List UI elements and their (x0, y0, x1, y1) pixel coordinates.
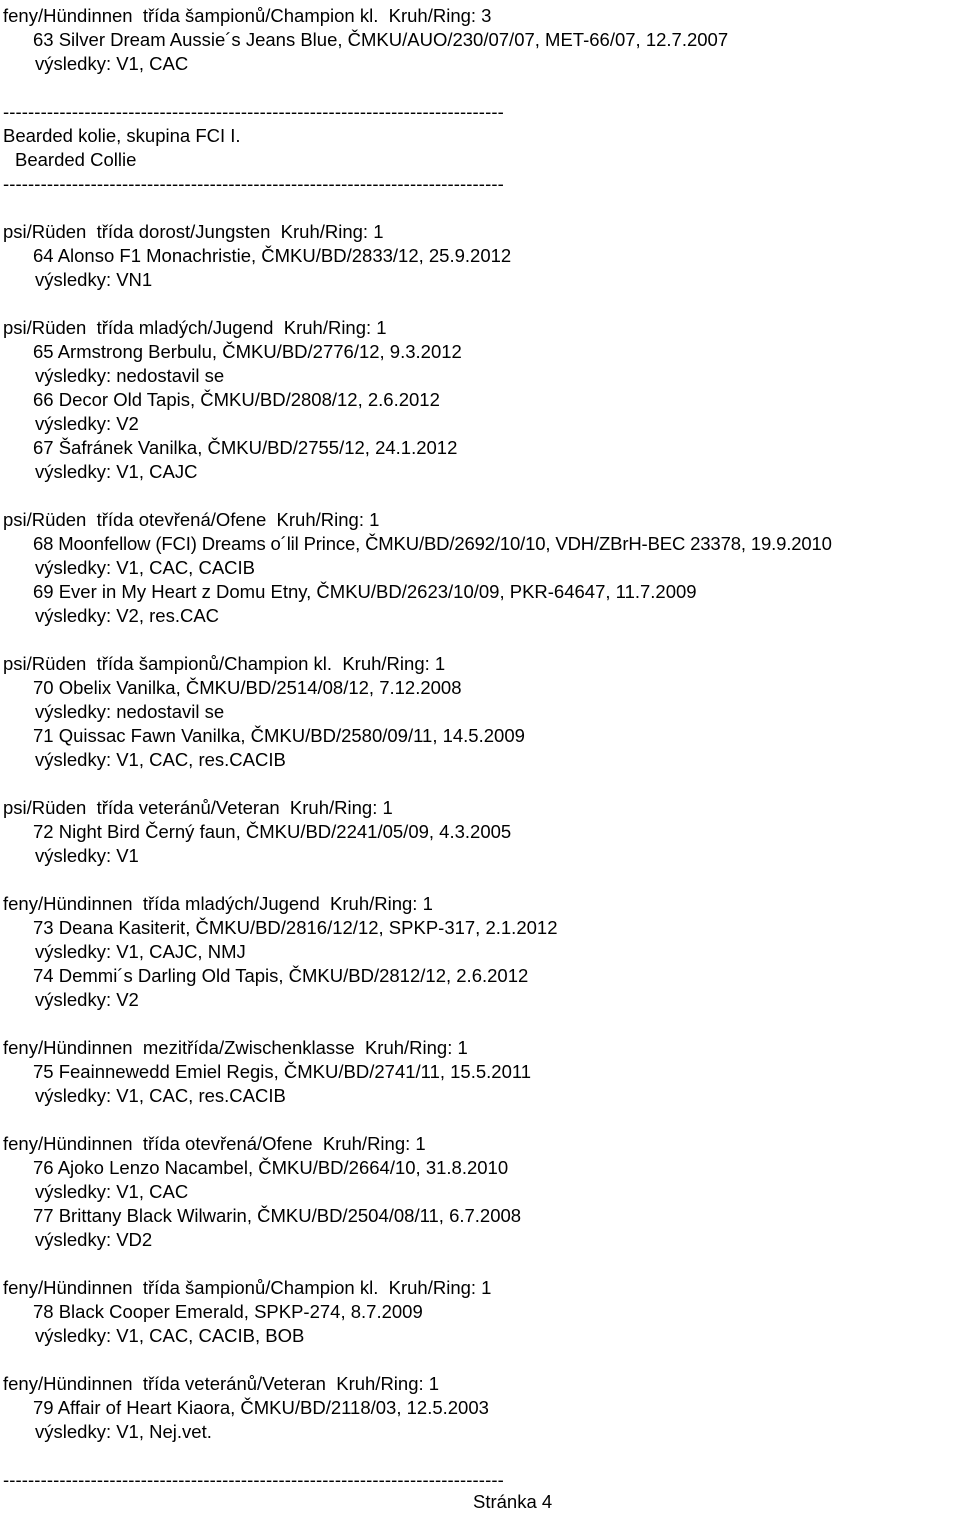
result-line: výsledky: V1, CAC (35, 1181, 189, 1202)
dog-entry: 64 Alonso F1 Monachristie, ČMKU/BD/2833/12, 25.9.2012 (33, 245, 512, 266)
dog-entry: 73 Deana Kasiterit, ČMKU/BD/2816/12/12, SPKP-317, 2.1.2012 (33, 917, 558, 938)
result-line: výsledky: VD2 (35, 1229, 153, 1250)
breed-group: Bearded kolie, skupina FCI I. (3, 125, 241, 146)
page-number: Stránka 4 (473, 1491, 553, 1512)
separator-line: -------------------------------------------------------------------------------- (3, 101, 504, 122)
result-line: výsledky: V1, Nej.vet. (35, 1421, 212, 1442)
result-line: výsledky: VN1 (35, 269, 153, 290)
dog-entry: 74 Demmi´s Darling Old Tapis, ČMKU/BD/2812/12, 2.6.2012 (33, 965, 529, 986)
class-header: psi/Rüden třída šampionů/Champion kl. Kruh/Ring: 1 (3, 653, 446, 674)
class-header: feny/Hündinnen mezitřída/Zwischenklasse Kruh/Ring: 1 (3, 1037, 468, 1058)
dog-entry: 67 Šafránek Vanilka, ČMKU/BD/2755/12, 24.1.2012 (33, 437, 458, 458)
class-header: psi/Rüden třída veteránů/Veteran Kruh/Ring: 1 (3, 797, 393, 818)
result-line: výsledky: V1, CAC, res.CACIB (35, 749, 286, 770)
result-line: výsledky: V1, CAC (35, 53, 189, 74)
result-line: výsledky: V1, CAC, CACIB (35, 557, 256, 578)
dog-entry: 65 Armstrong Berbulu, ČMKU/BD/2776/12, 9.3.2012 (33, 341, 462, 362)
class-header: feny/Hündinnen třída veteránů/Veteran Kruh/Ring: 1 (3, 1373, 440, 1394)
class-header: psi/Rüden třída otevřená/Ofene Kruh/Ring: 1 (3, 509, 380, 530)
catalog-page (3, 4, 958, 1492)
result-line: výsledky: V1, CAC, CACIB, BOB (35, 1325, 305, 1346)
separator-line: -------------------------------------------------------------------------------- (3, 1469, 504, 1490)
dog-entry: 63 Silver Dream Aussie´s Jeans Blue, ČMKU/AUO/230/07/07, MET-66/07, 12.7.2007 (33, 29, 729, 50)
dog-entry: 66 Decor Old Tapis, ČMKU/BD/2808/12, 2.6.2012 (33, 389, 440, 410)
class-header: psi/Rüden třída dorost/Jungsten Kruh/Ring: 1 (3, 221, 384, 242)
result-line: výsledky: V2, res.CAC (35, 605, 220, 626)
separator-line: -------------------------------------------------------------------------------- (3, 173, 504, 194)
class-header: feny/Hündinnen třída otevřená/Ofene Kruh/Ring: 1 (3, 1133, 426, 1154)
breed-name: Bearded Collie (15, 149, 137, 170)
result-line: výsledky: V1, CAJC (35, 461, 198, 482)
dog-entry: 69 Ever in My Heart z Domu Etny, ČMKU/BD/2623/10/09, PKR-64647, 11.7.2009 (33, 581, 697, 602)
dog-entry: 75 Feainnewedd Emiel Regis, ČMKU/BD/2741/11, 15.5.2011 (33, 1061, 532, 1082)
dog-entry: 70 Obelix Vanilka, ČMKU/BD/2514/08/12, 7.12.2008 (33, 677, 462, 698)
result-line: výsledky: V1, CAC, res.CACIB (35, 1085, 286, 1106)
result-line: výsledky: V2 (35, 413, 139, 434)
class-header: feny/Hündinnen třída šampionů/Champion kl. Kruh/Ring: 3 (3, 5, 492, 26)
dog-entry: 68 Moonfellow (FCI) Dreams o´lil Prince, ČMKU/BD/2692/10/10, VDH/ZBrH-BEC 23378, 19.9.2010 (33, 533, 832, 554)
dog-entry: 76 Ajoko Lenzo Nacambel, ČMKU/BD/2664/10, 31.8.2010 (33, 1157, 509, 1178)
dog-entry: 71 Quissac Fawn Vanilka, ČMKU/BD/2580/09/11, 14.5.2009 (33, 725, 525, 746)
class-header: feny/Hündinnen třída šampionů/Champion kl. Kruh/Ring: 1 (3, 1277, 492, 1298)
result-line: výsledky: V1 (35, 845, 139, 866)
class-header: feny/Hündinnen třída mladých/Jugend Kruh/Ring: 1 (3, 893, 433, 914)
result-line: výsledky: V2 (35, 989, 139, 1010)
dog-entry: 77 Brittany Black Wilwarin, ČMKU/BD/2504/08/11, 6.7.2008 (33, 1205, 522, 1226)
dog-entry: 79 Affair of Heart Kiaora, ČMKU/BD/2118/03, 12.5.2003 (33, 1397, 489, 1418)
dog-entry: 78 Black Cooper Emerald, SPKP-274, 8.7.2009 (33, 1301, 423, 1322)
result-line: výsledky: nedostavil se (35, 701, 225, 722)
dog-entry: 72 Night Bird Černý faun, ČMKU/BD/2241/05/09, 4.3.2005 (33, 821, 512, 842)
result-line: výsledky: V1, CAJC, NMJ (35, 941, 246, 962)
result-line: výsledky: nedostavil se (35, 365, 225, 386)
class-header: psi/Rüden třída mladých/Jugend Kruh/Ring: 1 (3, 317, 387, 338)
